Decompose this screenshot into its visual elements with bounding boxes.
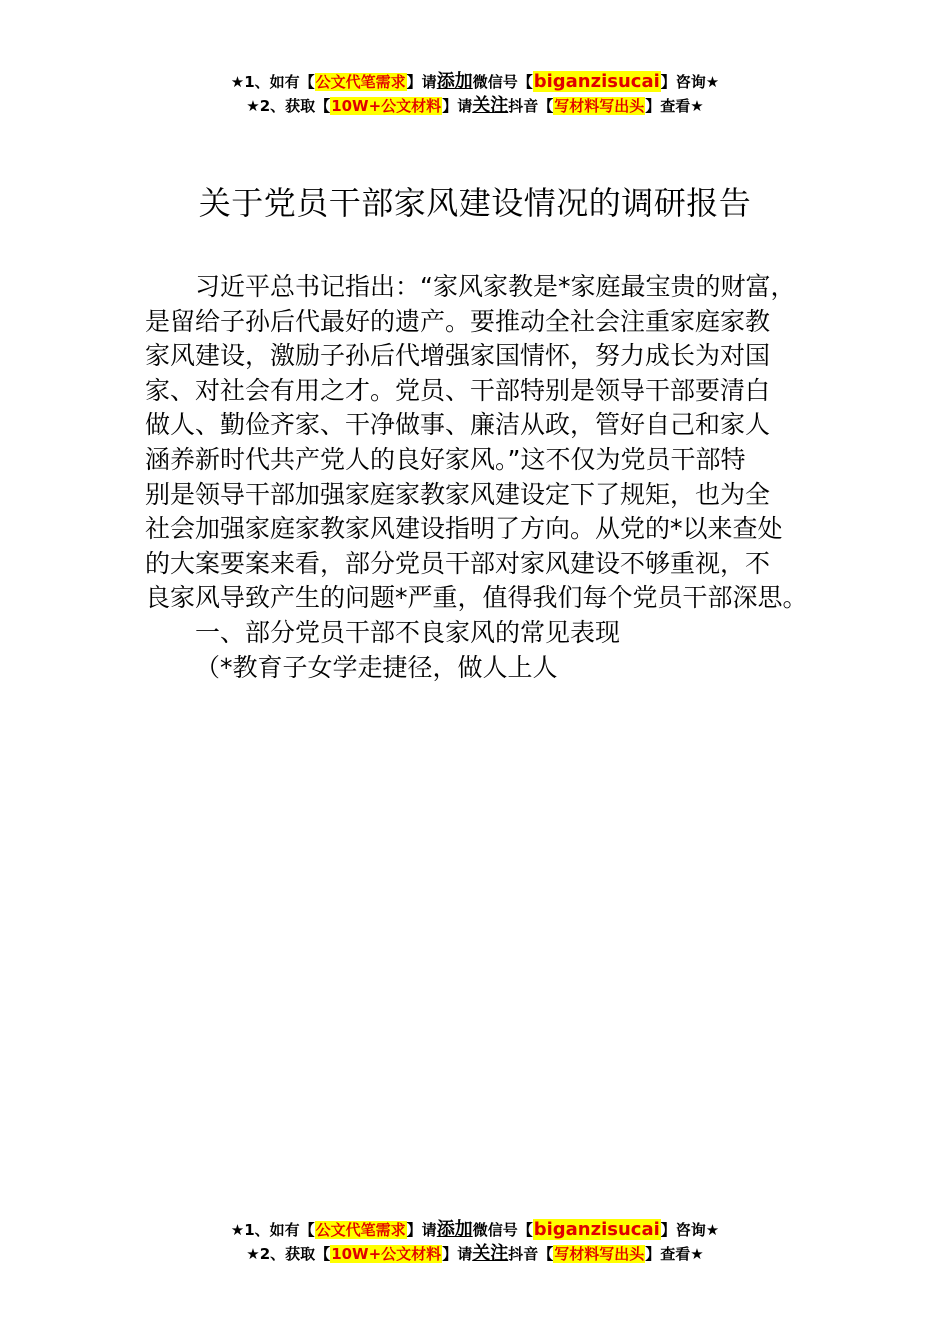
paragraph-line: 社会加强家庭家教家风建设指明了方向。从党的*以来查处 <box>145 514 783 544</box>
banner-line-2 <box>0 1242 950 1266</box>
banner-highlight: biganzisucai <box>533 71 660 92</box>
banner-line-1 <box>0 70 950 94</box>
section-heading: 一、部分党员干部不良家风的常见表现 <box>195 617 621 647</box>
banner-line-1 <box>0 1218 950 1242</box>
paragraph-line: 家、对社会有用之才。党员、干部特别是领导干部要清白 <box>145 375 771 405</box>
banner-highlight: 10W+公文材料 <box>331 1245 442 1263</box>
footer-banner <box>0 1218 950 1266</box>
banner-underlined: 添加 <box>436 71 473 92</box>
banner-text: ★1、如有【 <box>230 73 315 91</box>
banner-text: 抖音【 <box>508 97 554 115</box>
banner-text: 】请 <box>406 73 437 91</box>
banner-underlined: 添加 <box>436 1219 473 1240</box>
banner-text: 微信号【 <box>472 73 533 91</box>
banner-text: 】查看★ <box>645 97 704 115</box>
paragraph-line: 是留给子孙后代最好的遗产。要推动全社会注重家庭家教 <box>145 306 771 336</box>
subsection-heading: （*教育子女学走捷径，做人上人 <box>195 652 558 682</box>
paragraph-line: 做人、勤俭齐家、干净做事、廉洁从政，管好自己和家人 <box>145 410 771 440</box>
banner-line-2 <box>0 94 950 118</box>
banner-text: 】查看★ <box>645 1245 704 1263</box>
banner-highlight: 写材料写出头 <box>554 97 645 115</box>
banner-text: ★2、获取【 <box>246 1245 331 1263</box>
banner-text: 】请 <box>442 1245 473 1263</box>
paragraph-line: 良家风导致产生的问题*严重，值得我们每个党员干部深思。 <box>145 583 808 613</box>
paragraph-line: 涵养新时代共产党人的良好家风。”这不仅为党员干部特 <box>145 444 746 474</box>
banner-text: 】咨询★ <box>660 73 720 91</box>
banner-text: 微信号【 <box>472 1221 533 1239</box>
banner-highlight: 10W+公文材料 <box>331 97 442 115</box>
banner-text: 抖音【 <box>508 1245 554 1263</box>
header-banner <box>0 70 950 118</box>
paragraph-line: 习近平总书记指出：“家风家教是*家庭最宝贵的财富， <box>195 272 796 301</box>
banner-text: 】请 <box>406 1221 437 1239</box>
banner-underlined: 关注 <box>472 95 509 116</box>
banner-highlight: 公文代笔需求 <box>315 73 406 91</box>
document-title: 关于党员干部家风建设情况的调研报告 <box>198 184 752 222</box>
paragraph-line: 的大案要案来看，部分党员干部对家风建设不够重视，不 <box>145 548 771 578</box>
banner-text: ★2、获取【 <box>246 97 331 115</box>
banner-text: ★1、如有【 <box>230 1221 315 1239</box>
paragraph-line: 家风建设，激励子孙后代增强家国情怀，努力成长为对国 <box>145 341 771 371</box>
banner-highlight: 公文代笔需求 <box>315 1221 406 1239</box>
document-body <box>145 270 835 685</box>
paragraph-line: 别是领导干部加强家庭家教家风建设定下了规矩，也为全 <box>145 479 771 509</box>
banner-underlined: 关注 <box>472 1243 509 1264</box>
banner-highlight: 写材料写出头 <box>554 1245 645 1263</box>
banner-text: 】请 <box>442 97 473 115</box>
body-paragraph <box>145 270 835 616</box>
banner-text: 】咨询★ <box>660 1221 720 1239</box>
banner-highlight: biganzisucai <box>533 1219 660 1240</box>
